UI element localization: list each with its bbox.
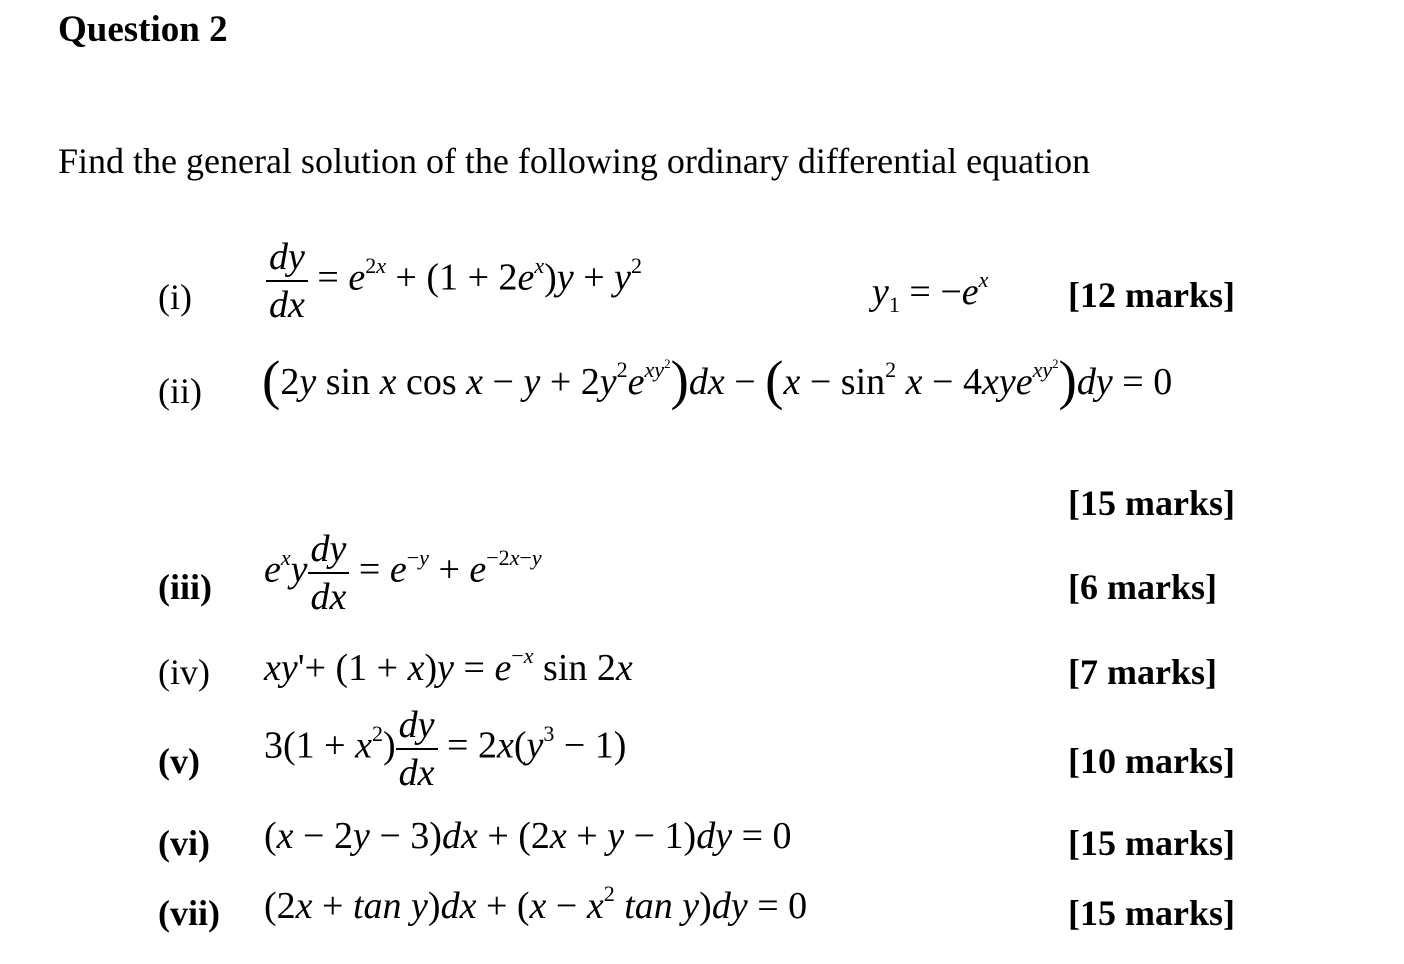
equation-iii: $e^xy$ $\frac{dy}{dx}$ = $e^{-y} + e^{-2x-y}$ [264, 528, 542, 618]
marks-iii: [6 marks] [1068, 567, 1217, 607]
item-label-v: (v) [158, 741, 200, 781]
item-label-iii: (iii) [158, 567, 212, 607]
marks-vi: [15 marks] [1068, 823, 1235, 863]
equation-v: $3(1 + x^2)$ $\frac{dy}{dx}$ = $2x(y^3 - 1)$ [264, 704, 627, 794]
item-label-ii: (ii) [158, 371, 202, 411]
item-label-vii: (vii) [158, 893, 220, 933]
condition-i: $y_1 = -e^x$ [872, 267, 989, 317]
marks-v: [10 marks] [1068, 741, 1235, 781]
item-label-vi: (vi) [158, 823, 210, 863]
item-label-i: (i) [158, 277, 192, 317]
equation-vi: (x − 2y − 3)dx + (2x + y − 1)dy = 0 [264, 815, 792, 857]
marks-i: [12 marks] [1068, 275, 1235, 315]
equation-ii: (2y sin x $\cos x - y + 2y^2e^{xy^2})dx - (x - \sin^2 x - 4xye^{xy^2})dy = 0$ [262, 349, 1173, 411]
equation-vii: $(2x + \tan y)dx + (x - x^2$ tan y)dy = 0 [264, 881, 808, 927]
marks-vii: [15 marks] [1068, 893, 1235, 933]
equation-i: $\frac{dy}{dx}$ = $e^{2x} + (1 + 2e^x)y + y^2$ [266, 238, 642, 324]
marks-ii: [15 marks] [1068, 483, 1235, 523]
item-label-iv: (iv) [158, 652, 210, 692]
equation-iv: $xy'+ (1 + x)y = e^{-x}$ sin 2x [264, 643, 633, 689]
question-intro: Find the general solution of the following ordinary differential equation [58, 141, 1091, 181]
question-title: Question 2 [58, 9, 228, 50]
marks-iv: [7 marks] [1068, 652, 1217, 692]
